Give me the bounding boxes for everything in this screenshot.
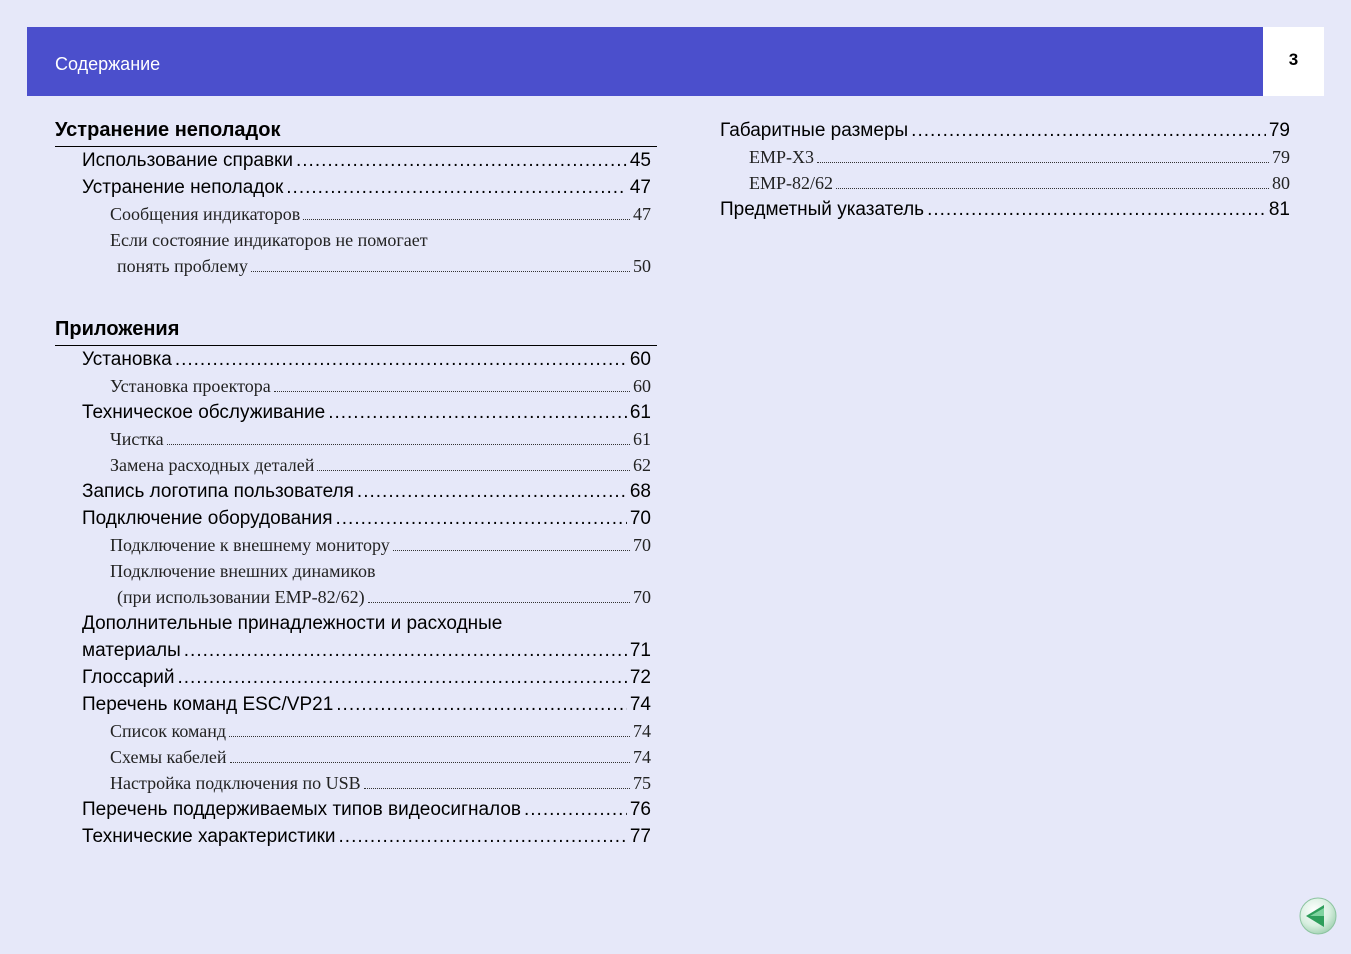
toc-subentry[interactable] xyxy=(55,532,657,558)
toc-leader xyxy=(524,796,627,823)
toc-entry-label: Перечень поддерживаемых типов видеосигналов xyxy=(82,799,521,820)
toc-entry-page: 61 xyxy=(629,402,651,423)
toc-subentry[interactable] xyxy=(55,373,657,399)
toc-entry-label: Использование справки xyxy=(82,150,293,171)
toc-leader xyxy=(339,823,627,850)
toc-subentry[interactable] xyxy=(55,253,657,279)
toc-entry-page: 77 xyxy=(629,826,651,847)
toc-entry-page: 70 xyxy=(629,508,651,529)
back-arrow-icon[interactable] xyxy=(1298,896,1338,936)
toc-left-column xyxy=(55,117,657,850)
toc-leader xyxy=(184,637,627,664)
toc-leader xyxy=(177,664,626,691)
toc-entry-label: Установка xyxy=(82,349,172,370)
toc-entry-label: Подключение оборудования xyxy=(82,508,333,529)
toc-entry-page: 76 xyxy=(629,799,651,820)
toc-entry-label: материалы xyxy=(82,640,181,661)
toc-leader xyxy=(328,399,627,426)
toc-entry-label: Устранение неполадок xyxy=(82,177,284,198)
toc-entry-label: Схемы кабелей xyxy=(110,747,227,767)
toc-entry-label: Замена расходных деталей xyxy=(110,455,315,475)
header-bar xyxy=(27,27,1263,96)
toc-entry-page: 60 xyxy=(633,376,651,396)
toc-leader xyxy=(817,161,1269,163)
toc-leader xyxy=(357,478,627,505)
toc-leader xyxy=(251,270,630,272)
toc-entry-label: Габаритные размеры xyxy=(720,120,909,141)
toc-entry-label: Чистка xyxy=(110,429,164,449)
toc-entry[interactable] xyxy=(55,399,657,426)
toc-entry[interactable] xyxy=(55,147,657,174)
toc-subentry[interactable] xyxy=(55,718,657,744)
toc-entry-page: 47 xyxy=(633,204,651,224)
toc-leader xyxy=(911,117,1266,144)
toc-subentry[interactable] xyxy=(55,744,657,770)
toc-entry-page: 74 xyxy=(629,694,651,715)
toc-entry-page: 45 xyxy=(629,150,651,171)
toc-subentry[interactable] xyxy=(720,170,1290,196)
toc-entry-page: 75 xyxy=(633,773,651,793)
section-title-appendices: Приложения xyxy=(55,316,657,346)
toc-entry[interactable] xyxy=(55,478,657,505)
toc-entry-label: Запись логотипа пользователя xyxy=(82,481,354,502)
toc-entry-label: Технические характеристики xyxy=(82,826,336,847)
toc-entry-page: 70 xyxy=(633,587,651,607)
toc-entry[interactable] xyxy=(55,796,657,823)
toc-entry[interactable] xyxy=(720,117,1290,144)
toc-leader xyxy=(927,196,1266,223)
toc-entry-label: Сообщения индикаторов xyxy=(110,204,301,224)
toc-entry-label: Глоссарий xyxy=(82,667,175,688)
toc-entry-label: Перечень команд ESC/VP21 xyxy=(82,694,334,715)
toc-entry-page: 79 xyxy=(1272,147,1290,167)
toc-entry-page: 61 xyxy=(633,429,651,449)
toc-entry[interactable] xyxy=(55,823,657,850)
toc-entry-label: Подключение к внешнему монитору xyxy=(110,535,390,555)
toc-entry[interactable] xyxy=(55,174,657,201)
toc-entry[interactable] xyxy=(55,505,657,532)
toc-entry-page: 70 xyxy=(633,535,651,555)
toc-entry-page: 79 xyxy=(1268,120,1290,141)
toc-leader xyxy=(303,218,630,220)
toc-leader xyxy=(393,549,630,551)
toc-leader xyxy=(368,601,630,603)
toc-entry-page: 60 xyxy=(629,349,651,370)
toc-entry-label: понять проблему xyxy=(117,256,248,276)
toc-entry[interactable] xyxy=(55,691,657,718)
toc-entry-label: EMP-82/62 xyxy=(749,173,834,193)
toc-entry[interactable] xyxy=(55,637,657,664)
toc-leader xyxy=(167,443,630,445)
toc-entry-label: EMP-X3 xyxy=(749,147,815,167)
toc-leader xyxy=(296,147,627,174)
toc-subentry[interactable] xyxy=(55,584,657,610)
toc-entry-page: 71 xyxy=(629,640,651,661)
toc-subentry[interactable] xyxy=(720,144,1290,170)
toc-leader xyxy=(286,174,627,201)
toc-subentry[interactable] xyxy=(55,426,657,452)
toc-entry-page: 62 xyxy=(633,455,651,475)
toc-entry-page: 72 xyxy=(629,667,651,688)
header-title: Содержание xyxy=(55,54,161,74)
page-number-box xyxy=(1263,27,1324,96)
toc-entry-page: 74 xyxy=(633,747,651,767)
toc-right-column xyxy=(720,117,1290,223)
toc-leader xyxy=(836,187,1269,189)
toc-leader xyxy=(274,390,630,392)
toc-leader xyxy=(336,505,627,532)
toc-entry-label: Предметный указатель xyxy=(720,199,925,220)
toc-leader xyxy=(229,735,630,737)
toc-entry-label: (при использовании EMP-82/62) xyxy=(117,587,365,607)
toc-entry-page: 47 xyxy=(629,177,651,198)
toc-subentry[interactable] xyxy=(55,201,657,227)
toc-leader xyxy=(317,469,630,471)
toc-leader xyxy=(175,346,627,373)
toc-leader xyxy=(336,691,627,718)
toc-entry[interactable] xyxy=(720,196,1290,223)
toc-entry[interactable] xyxy=(55,346,657,373)
toc-leader xyxy=(364,787,630,789)
toc-entry[interactable] xyxy=(55,664,657,691)
section-title-troubleshooting: Устранение неполадок xyxy=(55,117,657,147)
toc-entry-label: Установка проектора xyxy=(110,376,271,396)
toc-entry-label: Техническое обслуживание xyxy=(82,402,326,423)
page-number: 3 xyxy=(1288,50,1299,69)
toc-subentry-line1[interactable]: Если состояние индикаторов не помогает xyxy=(110,230,428,250)
toc-entry-page: 50 xyxy=(633,256,651,276)
toc-subentry-line1[interactable]: Подключение внешних динамиков xyxy=(110,561,376,581)
toc-subentry[interactable] xyxy=(55,452,657,478)
toc-entry-page: 81 xyxy=(1268,199,1290,220)
toc-entry-page: 68 xyxy=(629,481,651,502)
toc-entry-page: 80 xyxy=(1272,173,1290,193)
toc-entry-label: Список команд xyxy=(110,721,227,741)
toc-leader xyxy=(230,761,630,763)
toc-entry-label: Настройка подключения по USB xyxy=(110,773,361,793)
toc-entry-page: 74 xyxy=(633,721,651,741)
toc-entry-line1[interactable]: Дополнительные принадлежности и расходные xyxy=(82,613,503,634)
toc-subentry[interactable] xyxy=(55,770,657,796)
